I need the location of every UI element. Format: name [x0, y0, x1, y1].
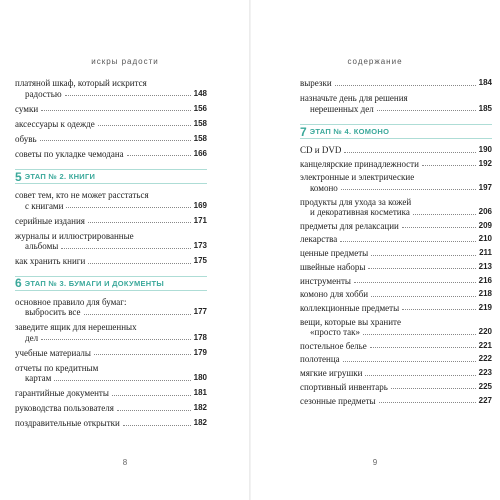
toc-entry[interactable] — [300, 248, 492, 259]
toc-entry-continuation — [15, 89, 207, 100]
toc-page-number: 179 — [193, 347, 207, 357]
toc-page-number: 180 — [193, 373, 207, 382]
dot-leader — [41, 110, 190, 111]
dot-leader — [343, 361, 476, 362]
dot-leader — [354, 282, 476, 283]
dot-leader — [340, 241, 475, 242]
toc-page-number: 223 — [478, 368, 492, 378]
toc-entry-title: канцелярские принадлежности — [300, 158, 419, 169]
toc-entry-title: основное правило для бумаг: — [15, 296, 127, 307]
toc-entry[interactable] — [300, 341, 492, 352]
toc-entry[interactable] — [300, 197, 492, 218]
dot-leader — [422, 165, 476, 166]
toc-page-number: 148 — [193, 88, 207, 98]
toc-entry-title: гарантийные документы — [15, 388, 109, 398]
toc-entry[interactable] — [15, 348, 207, 359]
toc-page-number: 213 — [478, 261, 492, 271]
toc-page-number: 173 — [193, 241, 207, 250]
toc-entry[interactable] — [300, 159, 492, 170]
toc-page-number: 192 — [478, 158, 492, 168]
stage-title: ЭТАП № 2. КНИГИ — [24, 172, 96, 181]
toc-entry-title: полотенца — [300, 354, 340, 365]
toc-page-number: 171 — [193, 215, 207, 225]
stage-heading-3 — [15, 276, 207, 291]
toc-entry[interactable] — [300, 396, 492, 407]
toc-entry-continuation — [15, 373, 207, 384]
toc-entry-title: платяной шкаф, который искрится — [15, 78, 147, 88]
toc-entry-continuation — [300, 327, 492, 338]
toc-entry-continuation — [15, 241, 207, 252]
toc-page-number: 216 — [478, 275, 492, 285]
toc-entry-continuation — [15, 307, 207, 318]
dot-leader — [112, 395, 191, 396]
toc-entry[interactable] — [300, 368, 492, 379]
toc-entry[interactable] — [300, 354, 492, 365]
toc-page-number: 222 — [478, 354, 492, 364]
toc-entry-title: поздравительные открытки — [15, 418, 120, 428]
toc-entry[interactable] — [15, 388, 207, 399]
toc-entry[interactable] — [15, 363, 207, 384]
toc-entry[interactable] — [15, 149, 207, 160]
dot-leader — [123, 425, 191, 426]
toc-entry[interactable] — [15, 256, 207, 267]
stage-title: ЭТАП № 3. БУМАГИ И ДОКУМЕНТЫ — [24, 278, 165, 288]
toc-entry-title: отчеты по кредитным — [15, 362, 99, 373]
toc-page-number: 221 — [478, 340, 492, 350]
toc-page-number: 181 — [193, 388, 207, 397]
toc-page-number: 182 — [193, 403, 207, 412]
toc-entry-title: сезонные предметы — [300, 395, 376, 406]
toc-entry[interactable] — [15, 104, 207, 115]
dot-leader — [391, 388, 476, 389]
dot-leader — [379, 402, 476, 403]
stage-number: 7 — [300, 124, 307, 139]
toc-entry-title-cont: дел — [25, 332, 39, 343]
toc-page-number: 177 — [193, 307, 207, 316]
toc-entry[interactable] — [15, 190, 207, 211]
toc-page-number: 158 — [193, 118, 207, 128]
toc-page-number: 184 — [478, 78, 492, 87]
toc-entry-title: лекарства — [300, 234, 338, 245]
toc-entry-title: серийные издания — [15, 215, 85, 226]
toc-entry[interactable] — [300, 262, 492, 273]
toc-entry-title: коллекционные предметы — [300, 302, 400, 313]
toc-entry-title: продукты для ухода за кожей — [300, 196, 412, 207]
toc-entry-title: вещи, которые вы храните — [300, 316, 401, 327]
toc-page-number: 185 — [478, 103, 492, 113]
toc-page-number: 156 — [193, 103, 207, 113]
dot-leader — [370, 347, 476, 348]
toc-entry-title-cont: и декоративная косметика — [310, 207, 410, 218]
dot-leader — [41, 339, 191, 340]
dot-leader — [66, 207, 190, 208]
toc-page-number: 225 — [478, 381, 492, 391]
toc-entry[interactable] — [15, 78, 207, 99]
toc-entry[interactable] — [300, 234, 492, 245]
dot-leader — [363, 334, 476, 335]
toc-group-right-top — [300, 78, 492, 114]
toc-entry-title: обувь — [15, 133, 37, 144]
toc-entry-title: вырезки — [300, 78, 332, 88]
toc-entry[interactable] — [300, 317, 492, 338]
toc-group-papers — [15, 297, 207, 429]
toc-entry[interactable] — [15, 231, 207, 252]
dot-leader — [65, 95, 191, 96]
toc-entry[interactable] — [300, 382, 492, 393]
stage-heading-4 — [300, 124, 492, 139]
toc-entry-title: учебные материалы — [15, 347, 91, 358]
toc-page-number: 190 — [478, 145, 492, 154]
page-number-left: 8 — [122, 458, 128, 467]
dot-leader — [61, 248, 190, 249]
toc-entry[interactable] — [300, 172, 492, 193]
dot-leader — [117, 410, 191, 411]
dot-leader — [40, 140, 191, 141]
toc-entry-title-cont: «просто так» — [310, 327, 361, 338]
toc-entry[interactable] — [15, 216, 207, 227]
toc-entry-title: швейные наборы — [300, 261, 366, 272]
toc-entry-title: спортивный инвентарь — [300, 381, 388, 392]
dot-leader — [344, 152, 475, 153]
toc-entry-title: как хранить книги — [15, 256, 86, 266]
toc-entry-title: аксессуары к одежде — [15, 118, 95, 129]
toc-entry-continuation — [15, 201, 207, 212]
toc-entry-title: инструменты — [300, 275, 351, 286]
toc-page-number: 178 — [193, 332, 207, 342]
toc-page-number: 197 — [478, 182, 492, 192]
stage-number: 6 — [15, 276, 22, 290]
toc-entry[interactable] — [300, 78, 492, 89]
toc-entry-title: мягкие игрушки — [300, 368, 363, 379]
toc-page-number: 210 — [478, 234, 492, 244]
toc-entry-title: советы по укладке чемодана — [15, 148, 124, 159]
toc-entry-title-cont: картам — [25, 373, 52, 383]
toc-entry-title: руководства пользователя — [15, 403, 114, 413]
running-head-left: искры радости — [91, 57, 159, 66]
toc-group-komono — [300, 145, 492, 406]
dot-leader — [54, 380, 190, 381]
dot-leader — [371, 255, 476, 256]
toc-entry[interactable] — [300, 145, 492, 156]
toc-entry[interactable] — [15, 403, 207, 414]
toc-entry[interactable] — [15, 297, 207, 318]
toc-entry-title: электронные и электрические — [300, 172, 415, 183]
toc-entry[interactable] — [300, 276, 492, 287]
toc-entry-title: назначьте день для решения — [300, 93, 408, 103]
toc-entry[interactable] — [15, 134, 207, 145]
toc-entry-continuation — [300, 207, 492, 218]
toc-entry-title: CD и DVD — [300, 145, 342, 155]
dot-leader — [402, 309, 475, 310]
toc-entry-title: совет тем, кто не может расстаться — [15, 190, 149, 200]
dot-leader — [84, 314, 191, 315]
toc-group-left-top — [15, 78, 207, 159]
toc-entry[interactable] — [300, 93, 492, 114]
dot-leader — [335, 85, 476, 86]
toc-entry[interactable] — [300, 303, 492, 314]
toc-entry[interactable] — [15, 322, 207, 343]
toc-entry-continuation — [300, 104, 492, 115]
toc-page-number: 209 — [478, 220, 492, 230]
dot-leader — [365, 375, 475, 376]
dot-leader — [377, 110, 476, 111]
dot-leader — [371, 296, 476, 297]
dot-leader — [413, 214, 476, 215]
toc-page-number: 227 — [478, 395, 492, 405]
toc-entry-title: журналы и иллюстрированные — [15, 230, 134, 241]
toc-group-books — [15, 190, 207, 267]
toc-entry-continuation — [15, 333, 207, 344]
toc-page-number: 220 — [478, 327, 492, 337]
toc-entry-title-cont: комоно — [310, 182, 338, 193]
stage-heading-2 — [15, 169, 207, 184]
toc-entry-title: сумки — [15, 103, 39, 114]
toc-entry-title: предметы для релаксации — [300, 220, 399, 231]
toc-entry-title: ценные предметы — [300, 248, 369, 259]
dot-leader — [88, 222, 191, 223]
right-page — [250, 0, 500, 500]
dot-leader — [88, 263, 190, 264]
toc-entry-title: комоно для хобби — [300, 289, 369, 300]
toc-entry[interactable] — [15, 119, 207, 130]
toc-entry-continuation — [300, 183, 492, 194]
dot-leader — [341, 189, 476, 190]
dot-leader — [402, 227, 476, 228]
toc-entry[interactable] — [15, 418, 207, 429]
toc-right — [300, 78, 492, 406]
toc-page-number: 158 — [193, 133, 207, 143]
toc-entry[interactable] — [300, 221, 492, 232]
stage-title: ЭТАП № 4. КОМОНО — [309, 127, 390, 136]
toc-entry[interactable] — [300, 289, 492, 300]
toc-page-number: 169 — [193, 200, 207, 210]
toc-entry-title-cont: с книгами — [25, 200, 64, 211]
stage-number: 5 — [15, 169, 22, 184]
page-number-right: 9 — [372, 458, 378, 467]
toc-entry-title: заведите ящик для нерешенных — [15, 322, 137, 332]
toc-entry-title-cont: радостью — [25, 88, 62, 99]
toc-entry-title: постельное белье — [300, 340, 367, 351]
toc-entry-title-cont: нерешенных дел — [310, 103, 374, 114]
toc-page-number: 182 — [193, 418, 207, 427]
toc-entry-title-cont: альбомы — [25, 241, 59, 251]
dot-leader — [127, 155, 191, 156]
toc-page-number: 166 — [193, 148, 207, 158]
toc-page-number: 219 — [478, 302, 492, 312]
toc-page-number: 211 — [479, 248, 492, 258]
toc-page-number: 206 — [478, 207, 492, 217]
running-head-right: содержание — [347, 57, 403, 66]
dot-leader — [98, 125, 191, 126]
dot-leader — [368, 268, 475, 269]
toc-page-number: 218 — [478, 289, 492, 299]
toc-left — [15, 78, 207, 429]
toc-entry-title-cont: выбросить все — [25, 307, 81, 317]
dot-leader — [94, 354, 191, 355]
toc-page-number: 175 — [193, 256, 207, 265]
